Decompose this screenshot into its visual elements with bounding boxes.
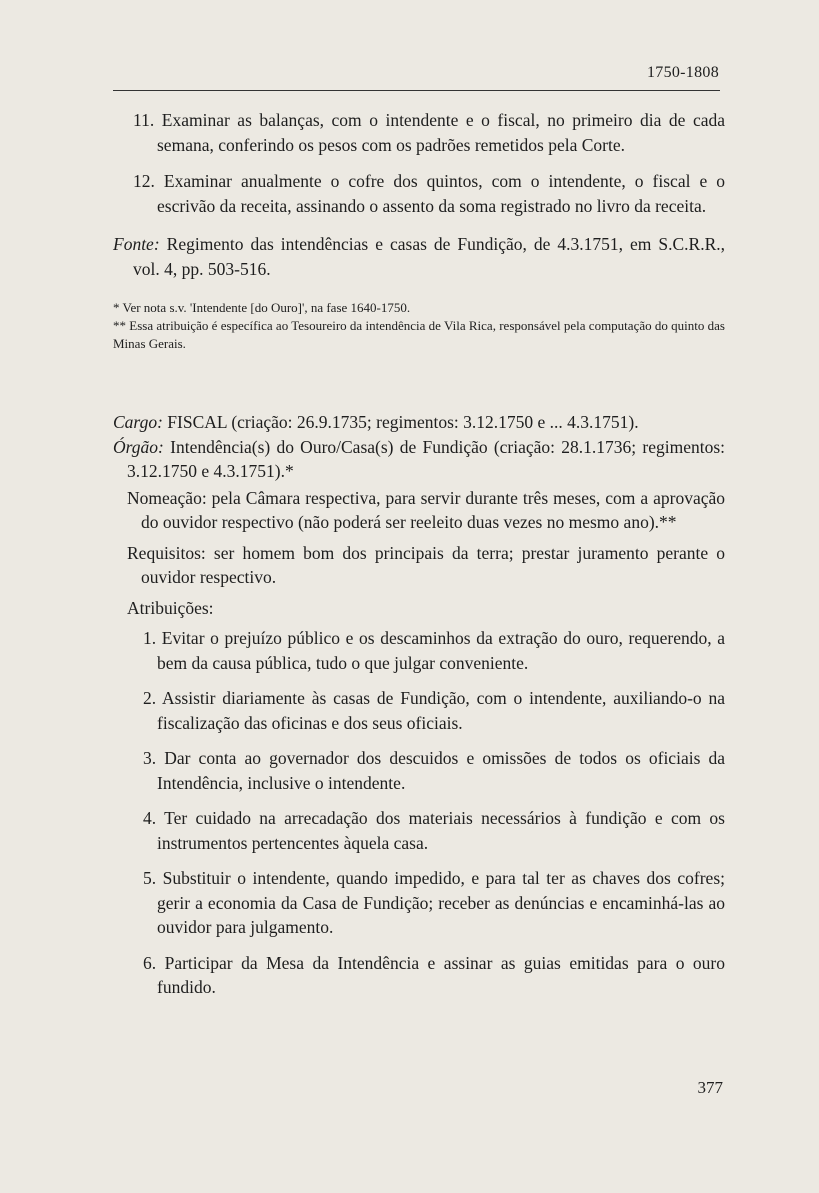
atribuicao-item: 3. Dar conta ao governador dos descuidos e omissões de todos os oficiais da Intendência, inclusive o intendente. — [143, 748, 725, 793]
orgao-label: Órgão: — [113, 436, 164, 457]
source-text: Regimento das intendências e casas de Fundição, de 4.3.1751, em S.C.R.R., vol. 4, pp. 503-516. — [133, 234, 726, 279]
atribuicao-item: 1. Evitar o prejuízo público e os descaminhos da extração do ouro, requerendo, a bem da causa pública, tudo o que julgar conveniente. — [143, 628, 725, 673]
atribuicao-item: 2. Assistir diariamente às casas de Fundição, com o intendente, auxiliando-o na fiscalização das oficinas e dos seus oficiais. — [143, 688, 725, 733]
item-text: Examinar anualmente o cofre dos quintos, com o intendente, o fiscal e o escrivão da receita, assinando o assento da soma registrado no livro da receita. — [157, 171, 726, 216]
cargo-line — [113, 410, 725, 435]
atribuicao-item: 5. Substituir o intendente, quando impedido, e para tal ter as chaves dos cofres; gerir a economia da Casa de Fundição; receber as denúncias e encaminhá-las ao ouvidor para julgamento. — [143, 868, 725, 937]
footnote-2: ** Essa atribuição é específica ao Tesoureiro da intendência de Vila Rica, responsável pela computação do quinto das Minas Gerais. — [113, 318, 725, 351]
page-body — [113, 108, 726, 1011]
item-number: 12. — [133, 171, 155, 191]
source-label: Fonte: — [113, 234, 160, 254]
item-list-top — [133, 108, 725, 218]
orgao-text: Intendência(s) do Ouro/Casa(s) de Fundição (criação: 28.1.1736; regimentos: 3.12.1750 e 4.3.1751).* — [127, 436, 725, 481]
item-number: 11. — [133, 110, 155, 130]
atribuicoes-list — [127, 626, 725, 1000]
cargo-section — [113, 410, 725, 1000]
header-rule — [113, 90, 720, 91]
orgao-line — [113, 435, 725, 484]
footnotes — [113, 299, 725, 353]
requisitos-text: Requisitos: ser homem bom dos principais da terra; prestar juramento perante o ouvidor respectivo. — [127, 542, 725, 587]
running-header-date-range: 1750-1808 — [646, 64, 719, 81]
atribuicao-item: 6. Participar da Mesa da Intendência e assinar as guias emitidas para o ouro fundido. — [143, 952, 725, 997]
item-text: Examinar as balanças, com o intendente e o fiscal, no primeiro dia de cada semana, conferindo os pesos com os padrões remetidos pela Corte. — [157, 110, 725, 155]
footnote-1: * Ver nota s.v. 'Intendente [do Ouro]', na fase 1640-1750. — [113, 299, 411, 315]
item-11 — [133, 108, 725, 157]
source-citation — [113, 232, 725, 281]
cargo-text: FISCAL (criação: 26.9.1735; regimentos: 3.12.1750 e ... 4.3.1751). — [167, 412, 639, 432]
item-12 — [133, 169, 725, 218]
atribuicao-item: 4. Ter cuidado na arrecadação dos materiais necessários à fundição e com os instrumentos pertencentes àquela casa. — [143, 808, 725, 853]
cargo-details — [113, 486, 725, 1000]
page-number: 377 — [697, 1078, 723, 1097]
nomeacao-text: Nomeação: pela Câmara respectiva, para servir durante três meses, com a aprovação do ouvidor respectivo (não poderá ser reeleito duas vezes no mesmo ano).** — [127, 487, 725, 532]
cargo-label: Cargo: — [113, 412, 163, 432]
atribuicoes-heading: Atribuições: — [127, 597, 214, 618]
